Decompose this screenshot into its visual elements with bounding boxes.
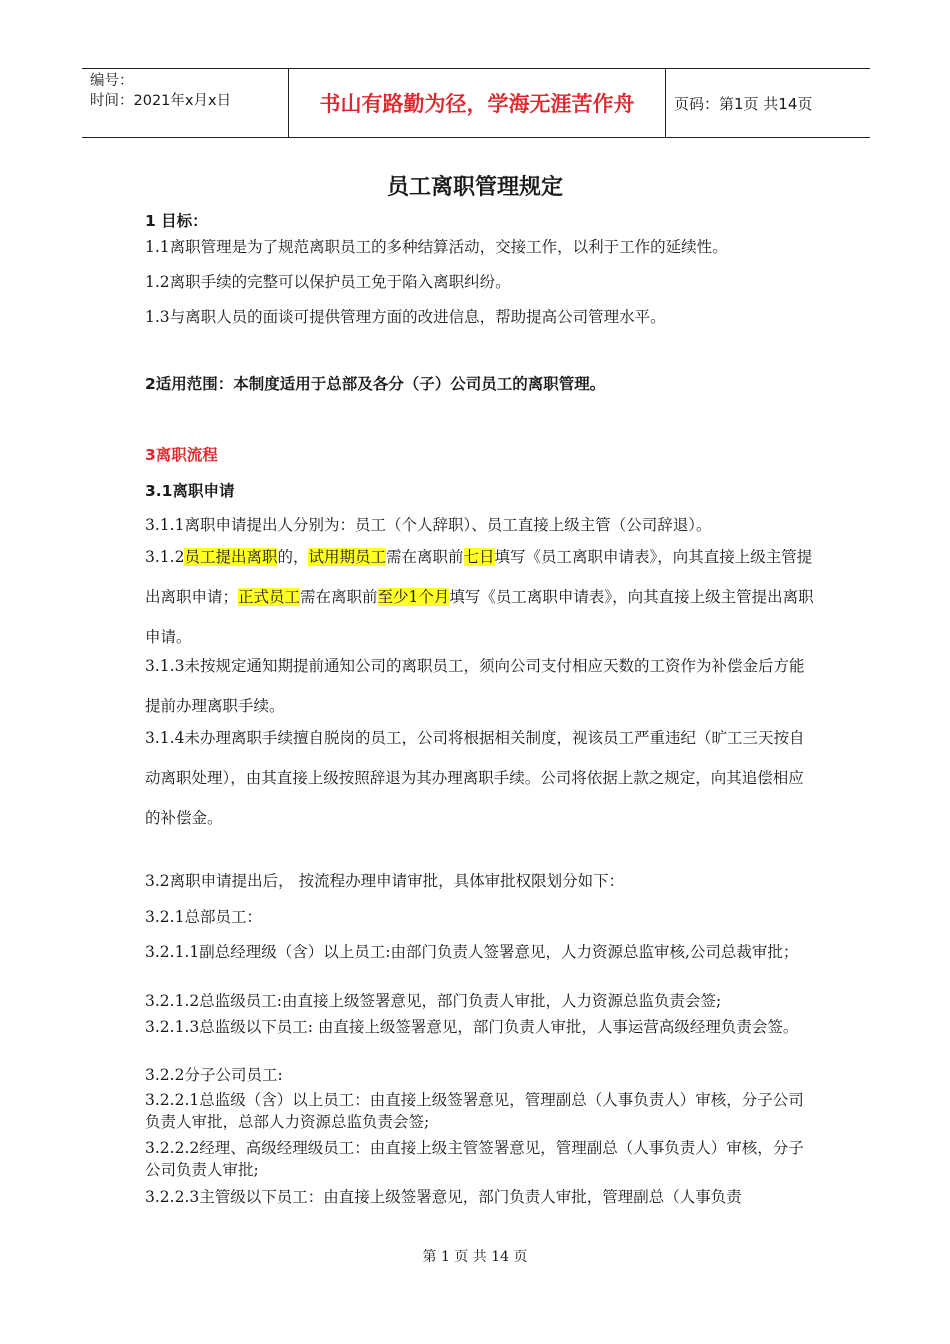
section-2-heading: 2适用范围：本制度适用于总部及各分（子）公司员工的离职管理。	[145, 375, 606, 393]
highlight-seven-days: 七日	[463, 548, 495, 566]
para-3-2-1-2: 3.2.1.2总监级员工:由直接上级签署意见，部门负责人审批，人力资源总监负责会签;	[145, 992, 722, 1010]
header-motto: 书山有路勤为径，学海无涯苦作舟	[289, 69, 666, 137]
para-3-1-1: 3.1.1离职申请提出人分别为：员工（个人辞职）、员工直接上级主管（公司辞退）。	[145, 516, 712, 534]
para-3-2-1-1: 3.2.1.1副总经理级（含）以上员工:由部门负责人签署意见，人力资源总监审核,公司总裁审批；	[145, 943, 799, 961]
number-label: 编号：	[90, 73, 134, 89]
section-1-heading: 1 目标：	[145, 212, 208, 230]
highlight-one-month: 至少1个月	[377, 588, 450, 606]
para-1-2: 1.2离职手续的完整可以保护员工免于陷入离职纠纷。	[145, 273, 511, 291]
header-page-info: 页码：第1页 共14页	[674, 94, 813, 113]
section-3-1-heading: 3.1离职申请	[145, 482, 235, 500]
para-1-1: 1.1离职管理是为了规范离职员工的多种结算活动，交接工作，以利于工作的延续性。	[145, 238, 728, 256]
para-3-2-2-2: 3.2.2.2经理、高级经理级员工：由直接上级主管签署意见，管理副总（人事负责人）审核，分子公司负责人审批;	[145, 1139, 804, 1179]
para-3-2-2-1: 3.2.2.1总监级（含）以上员工：由直接上级签署意见，管理副总（人事负责人）审核，分子公司负责人审批，总部人力资源总监负责会签;	[145, 1091, 804, 1131]
highlight-probation: 试用期员工	[308, 548, 386, 566]
highlight-regular-employee: 正式员工	[238, 588, 301, 606]
page-header	[82, 68, 870, 138]
highlight-employee-resign: 员工提出离职	[184, 548, 278, 566]
para-1-3: 1.3与离职人员的面谈可提供管理方面的改进信息，帮助提高公司管理水平。	[145, 308, 666, 326]
para-3-2-2-3: 3.2.2.3主管级以下员工：由直接上级签署意见，部门负责人审批，管理副总（人事负责	[145, 1188, 742, 1206]
para-3-1-3: 3.1.3未按规定通知期提前通知公司的离职员工，须向公司支付相应天数的工资作为补偿金后方能提前办理离职手续。	[145, 657, 805, 715]
para-3-2: 3.2离职申请提出后， 按流程办理申请审批，具体审批权限划分如下：	[145, 872, 625, 890]
para-3-1-4: 3.1.4未办理离职手续擅自脱岗的员工，公司将根据相关制度，视该员工严重违纪（旷工三天按自动离职处理），由其直接上级按照辞退为其办理离职手续。公司将依据上款之规定，向其追偿相应的补偿金。	[145, 729, 805, 827]
section-3-heading: 3离职流程	[145, 446, 218, 464]
para-3-2-1: 3.2.1总部员工：	[145, 908, 262, 926]
header-meta	[82, 69, 289, 137]
time-label: 时间：2021年x月x日	[90, 93, 232, 109]
page-footer: 第 1 页 共 14 页	[422, 1249, 528, 1265]
para-3-2-1-3: 3.2.1.3总监级以下员工: 由直接上级签署意见，部门负责人审批，人事运营高级经理负责会签。	[145, 1018, 799, 1036]
para-3-1-2: 3.1.2员工提出离职的，试用期员工需在离职前七日填写《员工离职申请表》，向其直接上级主管提出离职申请；正式员工需在离职前至少1个月填写《员工离职申请表》，向其直接上级主管提出离职申请。	[145, 548, 814, 646]
document-title: 员工离职管理规定	[386, 175, 563, 200]
para-3-2-2: 3.2.2分子公司员工:	[145, 1066, 283, 1084]
